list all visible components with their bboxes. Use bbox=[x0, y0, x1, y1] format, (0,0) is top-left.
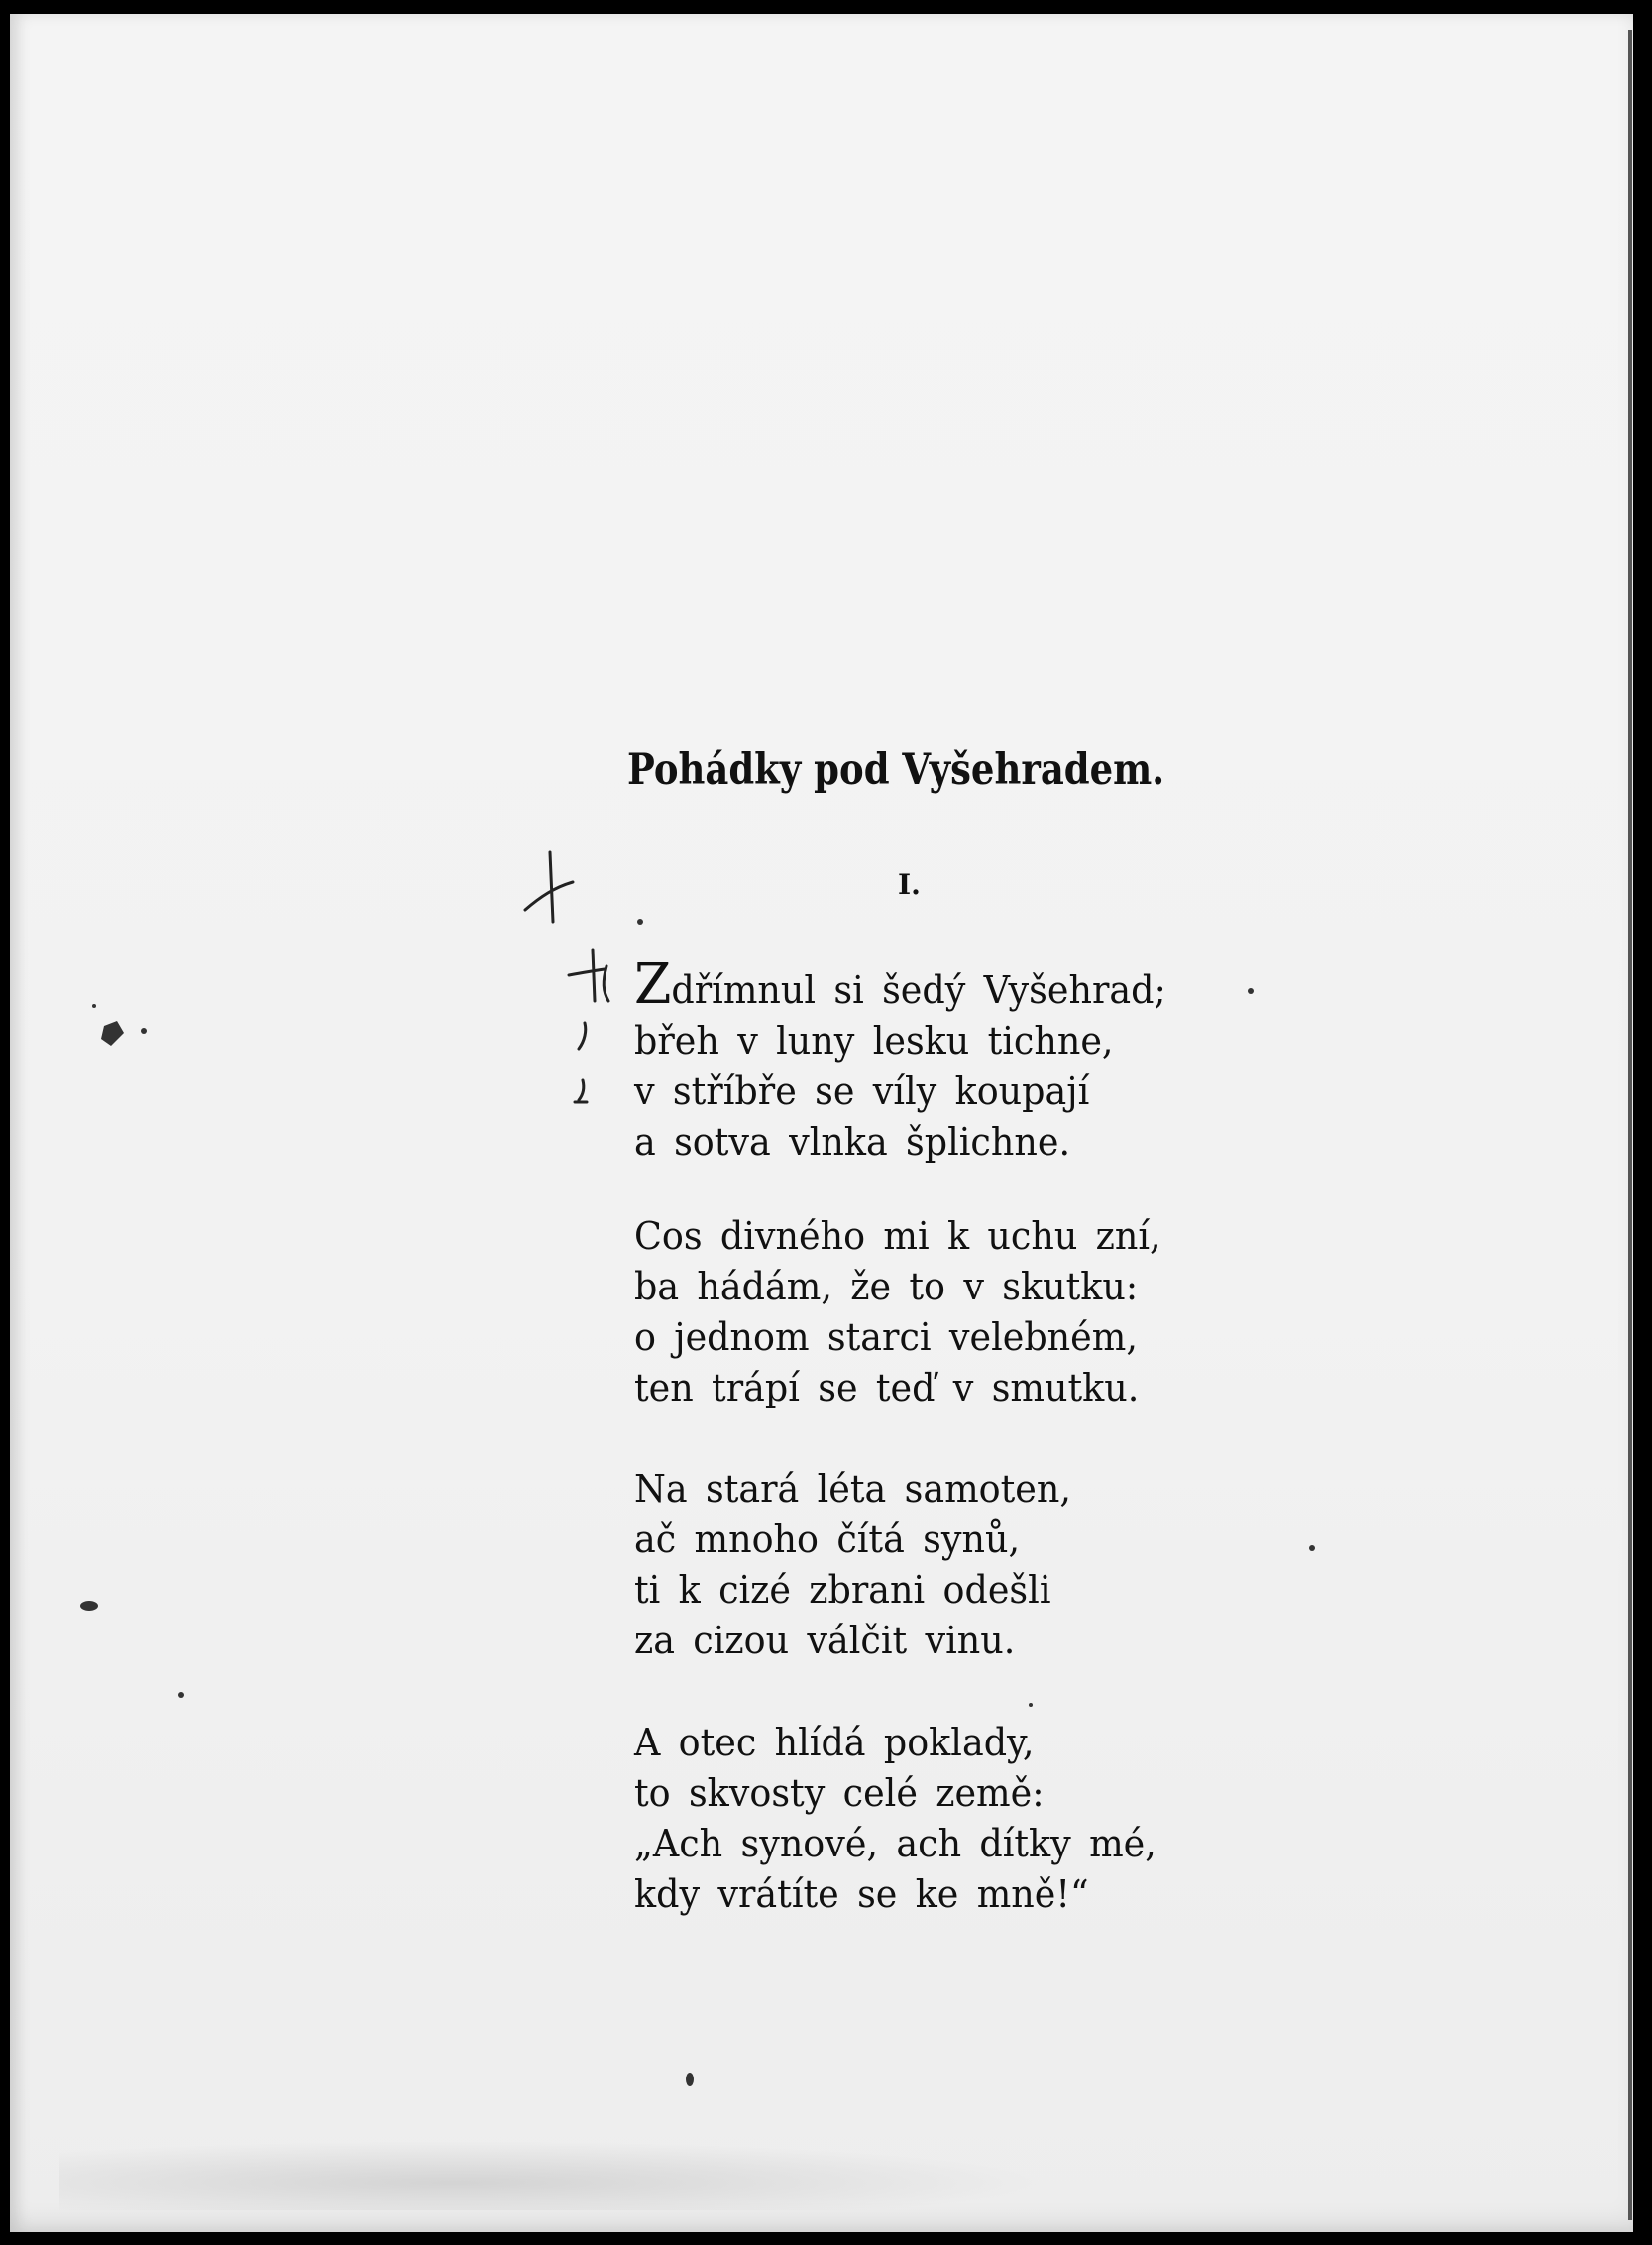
section-number: I. bbox=[898, 868, 921, 901]
verse-line: Na stará léta samoten, bbox=[634, 1467, 1071, 1511]
stanza-3 bbox=[634, 1464, 1071, 1666]
drop-initial: Z bbox=[634, 953, 672, 1017]
verse-line: ba hádám, že to v skutku: bbox=[634, 1265, 1139, 1308]
scan-smudge bbox=[59, 2141, 1050, 2210]
verse-line: ten trápí se teď v smutku. bbox=[634, 1366, 1140, 1409]
verse-line: Cos divného mi k uchu zní, bbox=[634, 1214, 1161, 1258]
stanza-1 bbox=[634, 953, 1166, 1168]
stanza-2 bbox=[634, 1211, 1161, 1413]
verse-line: a sotva vlnka šplichne. bbox=[634, 1120, 1071, 1164]
verse-line: o jednom starci velebném, bbox=[634, 1315, 1138, 1359]
page-edge-shadow bbox=[1628, 30, 1632, 2220]
verse-line: ač mnoho čítá synů, bbox=[634, 1517, 1021, 1561]
poem-title: Pohádky pod Vyšehradem. bbox=[627, 745, 1165, 795]
verse-line: ti k cizé zbrani odešli bbox=[634, 1568, 1051, 1612]
verse-line bbox=[634, 953, 1166, 1017]
stanza-4 bbox=[634, 1718, 1156, 1920]
verse-line: v stříbře se víly koupají bbox=[634, 1069, 1090, 1113]
verse-line: břeh v luny lesku tichne, bbox=[634, 1019, 1114, 1063]
verse-line: A otec hlídá poklady, bbox=[634, 1721, 1035, 1764]
verse-line: kdy vrátíte se ke mně!“ bbox=[634, 1872, 1089, 1916]
verse-line: „Ach synové, ach dítky mé, bbox=[634, 1822, 1156, 1865]
verse-line: to skvosty celé země: bbox=[634, 1771, 1045, 1815]
verse-line: za cizou válčit vinu. bbox=[634, 1619, 1016, 1662]
verse-line-rest: dřímnul si šedý Vyšehrad; bbox=[671, 968, 1166, 1012]
